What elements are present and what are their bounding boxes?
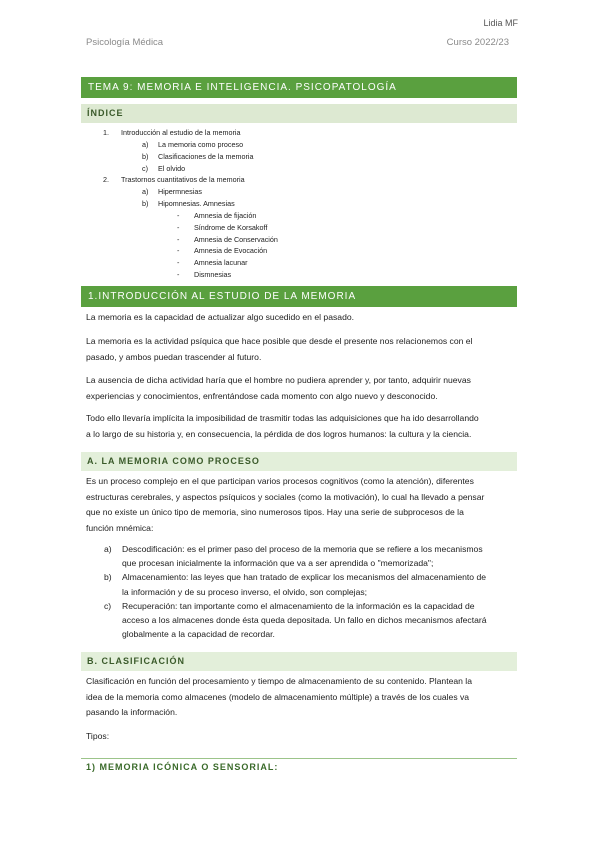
index-item: - Amnesia de fijación	[177, 211, 257, 220]
paragraph: La memoria es la capacidad de actualizar algo sucedido en el pasado.	[86, 312, 355, 322]
paragraph: La ausencia de dicha actividad haría que el hombre no pudiera aprender y, por tanto, adquirir nuevas experiencias y conocimientos, enfrentándose cada momento con algo nuevo y desconocido.	[86, 375, 471, 401]
subsection-title: 1) MEMORIA ICÓNICA O SENSORIAL:	[86, 762, 279, 772]
index-item: - Dismnesias	[177, 270, 232, 279]
paragraph-tipos: Tipos:	[86, 731, 110, 741]
list-item: a) Descodificación: es el primer paso del proceso de la memoria que se refiere a los mecanismos que procesan inicialmente la información que va a ser aprendida o "memorizada";	[104, 544, 483, 569]
subsection-heading: B. CLASIFICACIÓN	[81, 652, 517, 671]
index-item: - Síndrome de Korsakoff	[177, 223, 268, 232]
index-item: b) Hipomnesias. Amnesias	[142, 199, 235, 208]
subprocess-list	[104, 542, 514, 641]
section-heading: 1.INTRODUCCIÓN AL ESTUDIO DE LA MEMORIA	[81, 286, 517, 307]
index-item: 1. Introducción al estudio de la memoria	[103, 128, 241, 137]
course-year: Curso 2022/23	[446, 37, 509, 48]
paragraph: Todo ello llevaría implícita la imposibilidad de trasmitir todas las adquisiciones que ha ido desarrollando a lo largo de su historia y, en consecuencia, la pérdida de dos logros humanos: la cultura y la ciencia.	[86, 413, 479, 439]
index-item: c) El olvido	[142, 164, 186, 173]
index-item: 2. Trastornos cuantitativos de la memoria	[103, 175, 245, 184]
subsection-heading: A. LA MEMORIA COMO PROCESO	[81, 452, 517, 471]
paragraph: Es un proceso complejo en el que participan varios procesos cognitivos (como la atención), diferentes estructuras cerebrales, y aspectos psíquicos y sociales (como la motivación), lo cual ha llevado a pensar que no existe un único tipo de memoria, sino numerosos tipos. Hay una serie de subprocesos de la función mnémica:	[86, 476, 485, 533]
divider	[81, 758, 517, 759]
paragraph: Clasificación en función del procesamiento y tiempo de almacenamiento de su contenido. Plantean la idea de la memoria como almacenes (modelo de almacenamiento múltiple) a través de los cuales va pasando la información.	[86, 676, 472, 718]
index-item: - Amnesia de Evocación	[177, 246, 268, 255]
index-item: - Amnesia lacunar	[177, 258, 248, 267]
index-heading: ÍNDICE	[81, 104, 517, 123]
index-item: a) La memoria como proceso	[142, 140, 244, 149]
list-item: c) Recuperación: tan importante como el almacenamiento de la información es la capacidad de acceso a los almacenes donde ésta queda depositada. Un fallo en dichos mecanismos afectará globalmente a la capacidad de recordar.	[104, 600, 487, 640]
list-item: b) Almacenamiento: las leyes que han tratado de explicar los mecanismos del almacenamiento de la información y de su proceso inverso, el olvido, son complejas;	[104, 572, 487, 597]
index-item: a) Hipermnesias	[142, 187, 202, 196]
index-item: b) Clasificaciones de la memoria	[142, 152, 254, 161]
author-name: Lidia MF	[483, 18, 518, 28]
document-title: TEMA 9: MEMORIA E INTELIGENCIA. PSICOPATOLOGÍA	[81, 77, 517, 98]
index-item: - Amnesia de Conservación	[177, 235, 278, 244]
paragraph: La memoria es la actividad psíquica que hace posible que desde el presente nos relacionemos con el pasado, y ambos puedan trascender al futuro.	[86, 336, 473, 362]
subject-name: Psicología Médica	[86, 37, 164, 48]
